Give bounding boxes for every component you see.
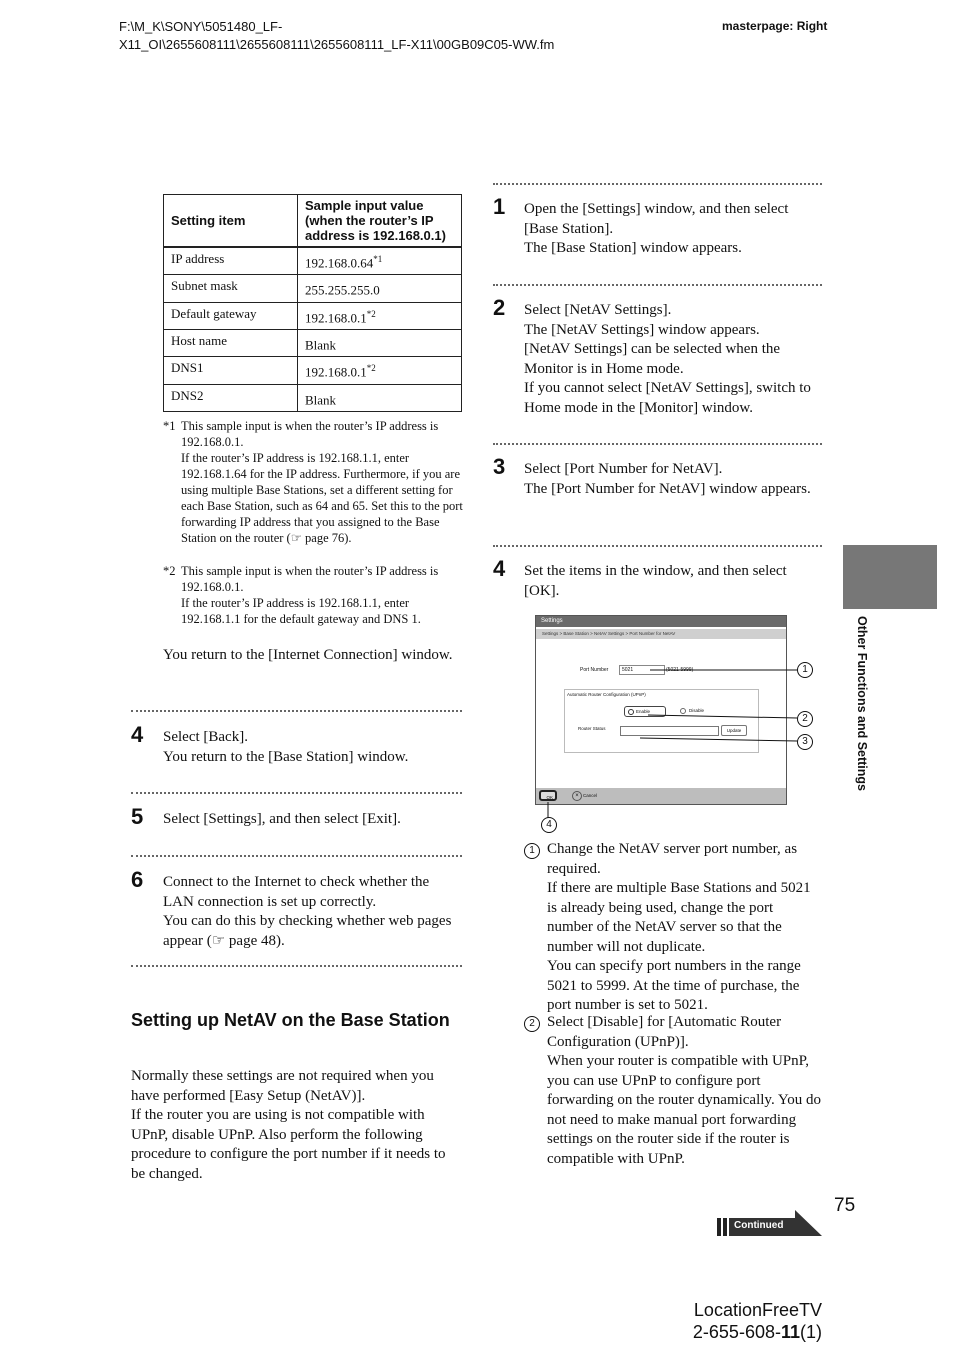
callout-4: 4 <box>541 817 557 833</box>
table-row: Subnet mask 255.255.255.0 <box>164 275 462 302</box>
step-number: 3 <box>493 454 506 479</box>
explanation-number: 1 <box>524 843 540 859</box>
breadcrumb: Settings > Base Station > NetAV Settings > Port Number for NetAV <box>536 629 786 639</box>
page-number: 75 <box>834 1195 856 1216</box>
callout-1: 1 <box>797 662 813 678</box>
masterpage-label: masterpage: Right <box>722 19 828 33</box>
footnote-1: *1 This sample input is when the router’s IP address is 192.168.0.1. If the router’s IP address is 192.168.1.1, enter 192.168.1.64 for the IP address. Furthermore, if you are using multiple Base Stations, set a different setting for each Base Station, such as 64 and 65. Set this to the port forwarding IP address that you assigned to the Base Station on the router (☞ page 76). <box>163 419 463 545</box>
table-row: DNS1 192.168.0.1$^{*2}$ <box>164 357 462 384</box>
step-text: Select [NetAV Settings]. The [NetAV Settings] window appears. [NetAV Settings] can be selected when the Monitor is in Home mode. If you cannot select [NetAV Settings], switch to Home mode in the [Monitor] window. <box>524 302 811 416</box>
return-note: You return to the [Internet Connection] window. <box>163 647 453 663</box>
divider <box>493 545 822 547</box>
table-header-row <box>164 195 462 248</box>
close-icon: × <box>572 791 582 801</box>
section-title: Setting up NetAV on the Base Station <box>131 1010 450 1030</box>
callout-2: 2 <box>797 711 813 727</box>
step-text: Connect to the Internet to check whether the LAN connection is set up correctly. You can do this by checking whether web pages appear (☞ page 48). <box>163 874 452 949</box>
divider <box>493 183 822 185</box>
update-button[interactable]: Update <box>721 725 747 736</box>
step-number: 6 <box>131 867 144 892</box>
explanation-2: 2 Select [Disable] for [Automatic Router Configuration (UPnP)]. When your router is compatible with UPnP, you can use UPnP to configure port forwarding on the router dynamically. You do not need to make manual port forwarding settings on the router side if the router is compatible with UPnP. <box>524 1013 822 1169</box>
step-text: Set the items in the window, and then select [OK]. <box>524 563 787 599</box>
callout-line-2 <box>648 715 797 718</box>
divider <box>131 792 462 794</box>
footer-code: 2-655-608-11(1) <box>692 1322 822 1342</box>
table-header-item: Setting item <box>164 195 298 248</box>
continued-label: Continued <box>734 1220 784 1231</box>
callout-line-3 <box>640 738 797 741</box>
step-number: 4 <box>131 722 144 747</box>
file-path: F:\M_K\SONY\5051480_LF- X11_OI\2655608111\2655608111\2655608111_LF-X11\00GB09C05-WW.fm <box>119 19 555 52</box>
continued-marker <box>717 1210 822 1237</box>
step-number: 2 <box>493 295 506 320</box>
section-body: Normally these settings are not required when you have performed [Easy Setup (NetAV)]. If the router you are using is not compatible with UPnP, disable UPnP. Also perform the following procedure to configure the port number if it needs to be changed. <box>131 1068 446 1182</box>
port-number-label: Port Number <box>580 667 609 673</box>
step-number: 1 <box>493 194 506 219</box>
step-number: 4 <box>493 556 506 581</box>
divider <box>131 855 462 857</box>
side-tab-label: Other Functions and Settings <box>855 616 869 792</box>
router-status-label: Router Status <box>578 726 606 731</box>
port-range-hint: (5021-5999) <box>666 667 694 673</box>
table-row: IP address 192.168.0.64$^{*1}$ <box>164 247 462 275</box>
window-titlebar: Settings <box>536 616 786 627</box>
enable-radio[interactable]: Enable <box>624 706 666 717</box>
disable-radio[interactable]: Disable <box>680 708 704 713</box>
explanation-1: 1 Change the NetAV server port number, as required. If there are multiple Base Stations and 5021 is already being used, change the port number of the NetAV server so that the number will not duplicate. You can specify port numbers in the range 5021 to 5999. At the time of purchase, the port number is set to 5021. <box>524 840 822 1016</box>
section-tab <box>843 545 937 609</box>
step-text: Select [Back]. You return to the [Base Station] window. <box>163 729 409 765</box>
ok-button[interactable]: OK <box>539 790 557 801</box>
explanation-number: 2 <box>524 1016 540 1032</box>
divider <box>493 284 822 286</box>
upnp-group-label: Automatic Router Configuration (UPnP) <box>567 692 646 697</box>
table-header-value: Sample input value (when the router’s IP address is 192.168.0.1) <box>298 195 462 248</box>
table-row: DNS2 Blank <box>164 384 462 411</box>
footer-product: LocationFreeTV <box>693 1300 822 1320</box>
footnote-2: *2 This sample input is when the router’s IP address is 192.168.0.1. If the router’s IP address is 192.168.1.1, enter 192.168.1.1 for the default gateway and DNS 1. <box>163 564 439 626</box>
cancel-button[interactable]: Cancel <box>583 793 598 798</box>
continued-arrow-icon <box>795 1210 822 1237</box>
settings-table <box>163 194 462 412</box>
divider <box>493 443 822 445</box>
step-text: Open the [Settings] window, and then select [Base Station]. The [Base Station] window appears. <box>524 201 789 256</box>
step-number: 5 <box>131 804 144 829</box>
step-text: Select [Port Number for NetAV]. The [Port Number for NetAV] window appears. <box>524 461 811 497</box>
callout-lines <box>530 610 820 840</box>
step-text: Select [Settings], and then select [Exit]. <box>163 811 401 827</box>
table-row: Default gateway 192.168.0.1$^{*2}$ <box>164 302 462 329</box>
divider <box>131 710 462 712</box>
port-number-input[interactable]: 5021 <box>619 665 665 675</box>
divider <box>131 965 462 967</box>
callout-3: 3 <box>797 734 813 750</box>
table-row: Host name Blank <box>164 329 462 356</box>
